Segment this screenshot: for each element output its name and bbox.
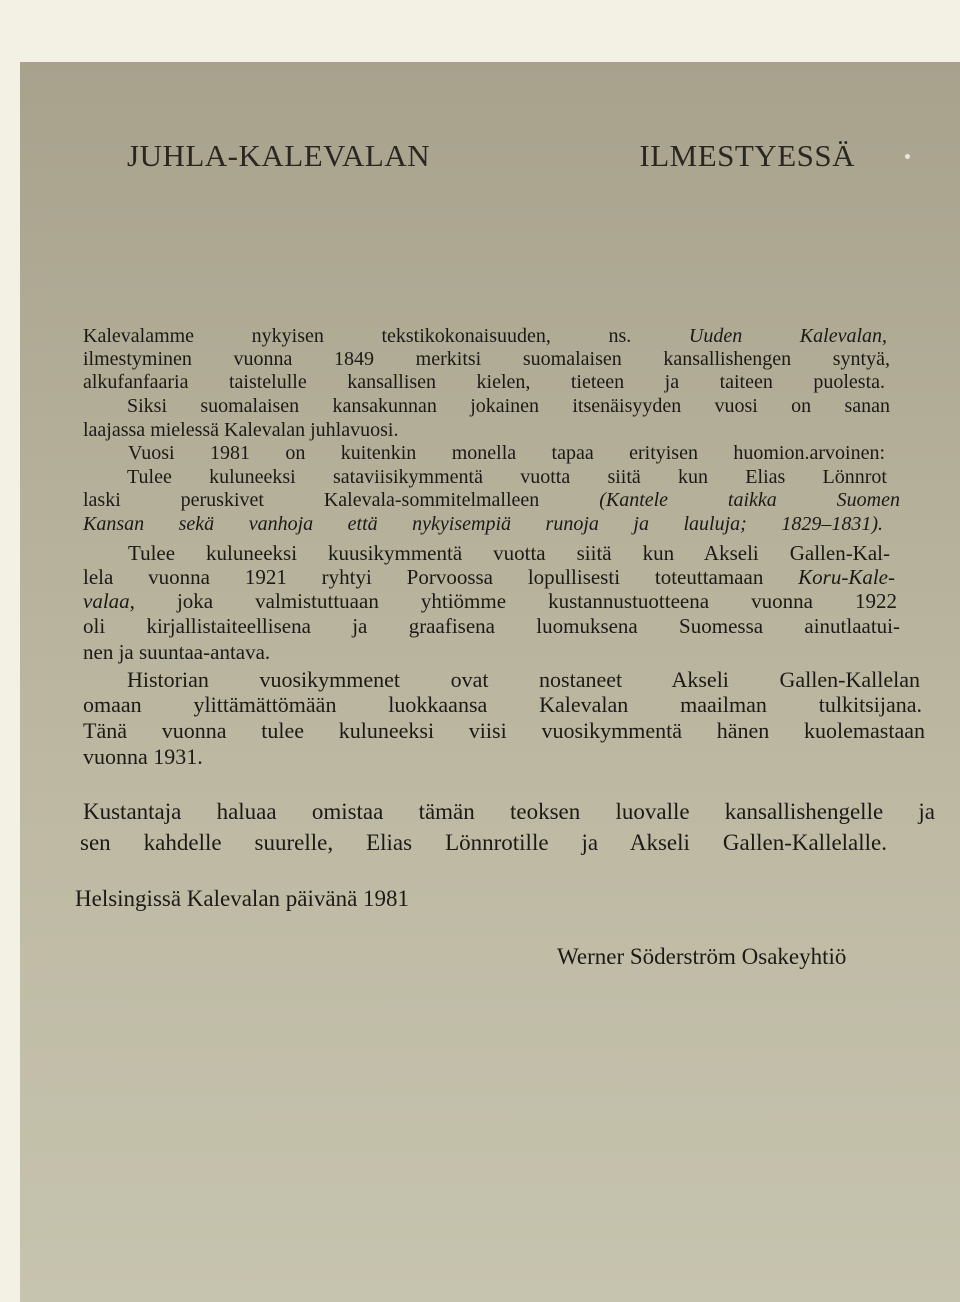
- text-line: nen ja suuntaa-antava.: [83, 640, 271, 664]
- place-date: Helsingissä Kalevalan päivänä 1981: [75, 886, 410, 911]
- text: ,: [882, 325, 887, 347]
- text-line: Tulee kuluneeksi kuusikymmentä vuotta siitä kun Akseli Gallen-Kal-: [128, 541, 890, 565]
- dedication-line: sen kahdelle suurelle, Elias Lönnrotille ja Akseli Gallen-Kallelalle.: [80, 830, 887, 855]
- text-line: oli kirjallistaiteellisena ja graafisena luomuksena Suomessa ainutlaatui-: [83, 614, 900, 638]
- text: , joka valmistuttuaan yhtiömme kustannustuotteena vuonna 1922: [129, 589, 897, 613]
- paper-speck: [905, 154, 910, 159]
- text: lela vuonna 1921 ryhtyi Porvoossa lopullisesti toteuttamaan: [83, 565, 799, 589]
- italic-title: valaa: [83, 589, 130, 613]
- text-line: Tulee kuluneeksi sataviisikymmentä vuotta siitä kun Elias Lönnrot: [127, 466, 887, 488]
- text-line: vuonna 1931.: [83, 744, 203, 769]
- text: laski peruskivet Kalevala-sommitelmalleen: [83, 489, 600, 511]
- text-line: Historian vuosikymmenet ovat nostaneet Akseli Gallen-Kallelan: [127, 667, 920, 692]
- text: Kalevalamme nykyisen tekstikokonaisuuden, ns.: [83, 325, 689, 347]
- italic-title: Uuden Kalevalan: [688, 325, 882, 347]
- text-line: [83, 567, 895, 588]
- dedication-line: Kustantaja haluaa omistaa tämän teoksen luovalle kansallishengelle ja: [83, 799, 935, 824]
- text-line: laajassa mielessä Kalevalan juhlavuosi.: [83, 419, 399, 441]
- text-line: [83, 326, 887, 346]
- text-line: [83, 514, 883, 534]
- text-line: alkufanfaaria taistelulle kansallisen kielen, tieteen ja taiteen puolesta.: [83, 371, 885, 393]
- italic-title: (Kantele taikka Suomen: [599, 489, 900, 511]
- text-line: [83, 490, 900, 510]
- text-line: ilmestyminen vuonna 1849 merkitsi suomalaisen kansallishengen syntyä,: [83, 348, 890, 370]
- text-line: omaan ylittämättömään luokkaansa Kalevalan maailman tulkitsijana.: [83, 692, 922, 717]
- italic-title: Kansan sekä vanhoja että nykyisempiä runoja ja lauluja; 1829–1831).: [83, 513, 883, 535]
- page-title: JUHLA-KALEVALAN ILMESTYESSÄ: [127, 138, 855, 173]
- text-line: Tänä vuonna tulee kuluneeksi viisi vuosikymmentä hänen kuolemastaan: [83, 718, 925, 743]
- text-line: [83, 591, 897, 612]
- italic-title: Koru-Kale-: [798, 565, 895, 589]
- text-line: Siksi suomalaisen kansakunnan jokainen itsenäisyyden vuosi on sanan: [127, 395, 890, 417]
- publisher-signature: Werner Söderström Osakeyhtiö: [557, 944, 847, 969]
- text-line: Vuosi 1981 on kuitenkin monella tapaa erityisen huomion.arvoinen:: [128, 442, 885, 464]
